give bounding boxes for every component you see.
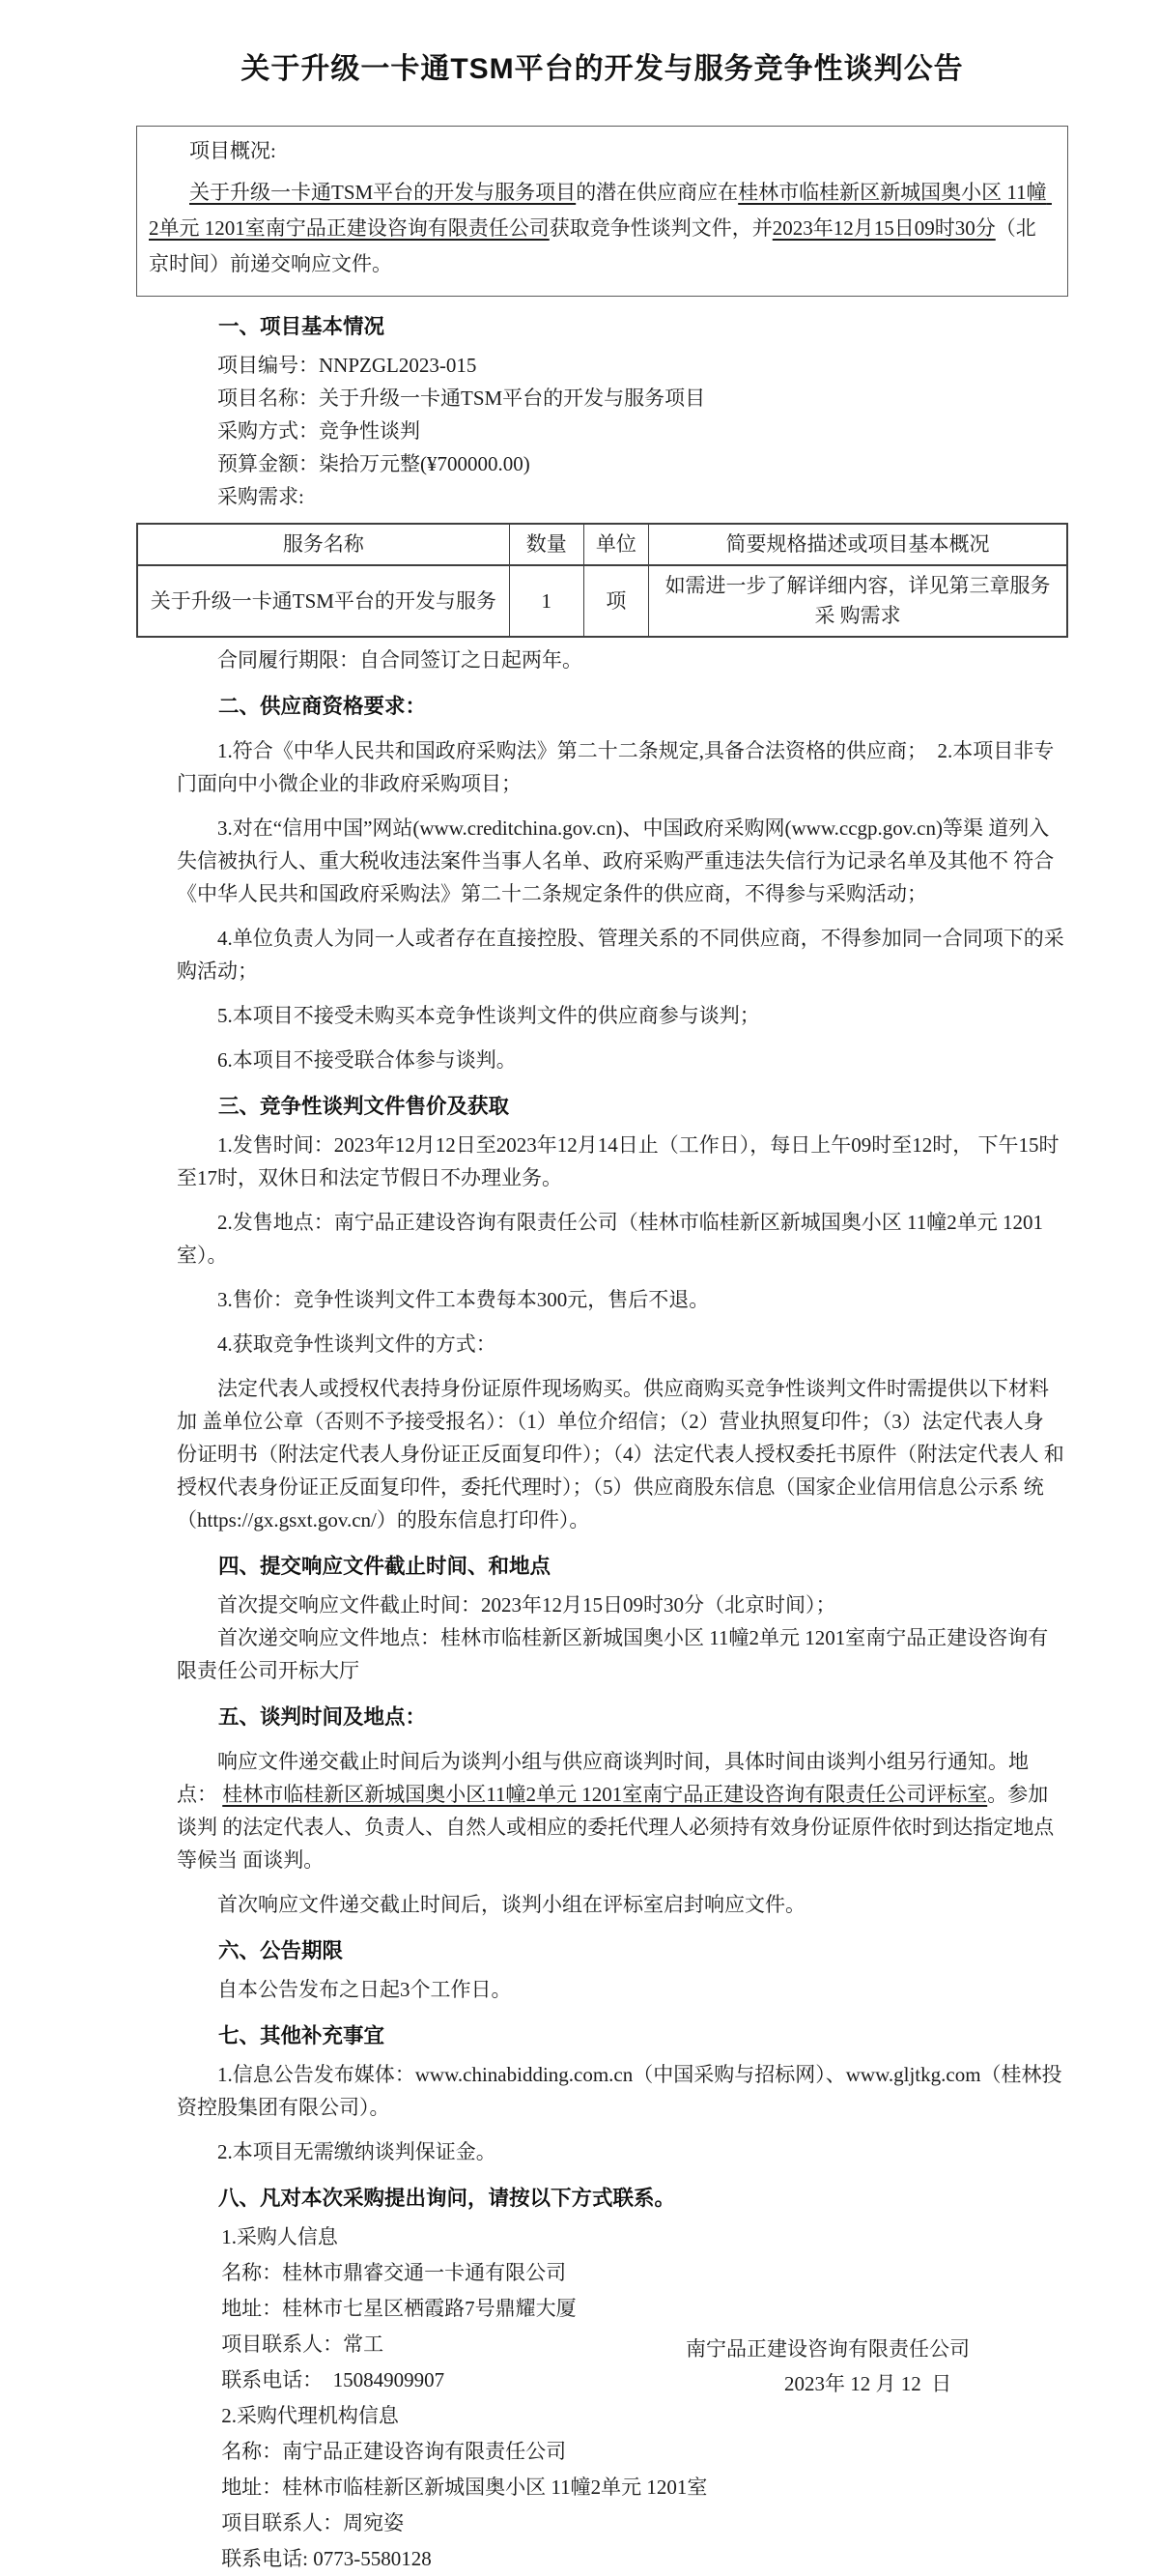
qualification-item-6: 6.本项目不接受联合体参与谈判。 bbox=[217, 1048, 517, 1072]
contract-term-line: 合同履行期限：自合同签订之日起两年。 bbox=[217, 648, 582, 672]
project-name-line: 项目名称：关于升级一卡通TSM平台的开发与服务项目 bbox=[217, 386, 706, 410]
section-qualification-heading: 二、供应商资格要求： bbox=[218, 695, 427, 718]
project-overview-box bbox=[136, 126, 1068, 297]
purchaser-phone-line: 联系电话： 15084909907 bbox=[221, 2368, 445, 2391]
agency-label: 2.采购代理机构信息 bbox=[221, 2404, 399, 2427]
period-content-line: 自本公告发布之日起3个工作日。 bbox=[217, 1978, 512, 2001]
table-header-row bbox=[137, 524, 1067, 565]
overview-location: 桂林市临桂新区新城国奥小区 11幢 2单元 1201室南宁品正建设咨询有限责任公司 bbox=[149, 181, 1052, 240]
submission-deadline-line: 首次提交响应文件截止时间：2023年12月15日09时30分（北京时间）； bbox=[217, 1593, 836, 1617]
purchaser-name-line: 名称：桂林市鼎睿交通一卡通有限公司 bbox=[221, 2261, 567, 2284]
sale-method-detail-paragraph: 法定代表人或授权代表持身份证原件现场购买。供应商购买竞争性谈判文件时需提供以下材料加 盖单位公章（否则不予接受报名）：（1）单位介绍信；（2）营业执照复印件；（3）法定代表人身 份证明书（附法定代表人身份证正反面复印件）；（4）法定代表人授权委托书原件（附法定代表人 和授权代表身份证正反面复印件，委托代理时）；（5）供应商股东信息（国家企业信用信息公示系 统（https://gx.gsxt.gov.cn/）的股东信息打印件）。 bbox=[177, 1377, 1064, 1531]
section-basic-info-heading: 一、项目基本情况 bbox=[218, 315, 385, 338]
negotiation-text-before: 响应文件递交截止时间后为谈判小组与供应商谈判时间，具体时间由谈判小组另行通知。地点： bbox=[177, 1750, 1029, 1806]
section-negotiation-heading: 五、谈判时间及地点： bbox=[218, 1705, 427, 1729]
sale-method-line: 4.获取竞争性谈判文件的方式： bbox=[217, 1332, 496, 1356]
overview-text: 的潜在供应商应在 bbox=[576, 181, 739, 204]
overview-paragraph bbox=[149, 175, 1056, 282]
table-row bbox=[137, 565, 1067, 637]
agency-phone-line: 联系电话: 0773-5580128 bbox=[221, 2547, 432, 2570]
procurement-requirements-table bbox=[136, 523, 1068, 638]
page-title: 关于升级一卡通TSM平台的开发与服务竞争性谈判公告 bbox=[240, 53, 964, 85]
section-document-sale-heading: 三、竞争性谈判文件售价及获取 bbox=[218, 1095, 510, 1118]
overview-project-name: 关于升级一卡通TSM平台的开发与服务项目 bbox=[189, 181, 577, 204]
overview-label: 项目概况: bbox=[189, 139, 276, 162]
submission-place-line: 首次递交响应文件地点：桂林市临桂新区新城国奥小区 11幢2单元 1201室南宁品正建设咨询有限责任公司开标大厅 bbox=[177, 1626, 1049, 1682]
header-quantity: 数量 bbox=[509, 524, 583, 565]
supplement-media-line: 1.信息公告发布媒体：www.chinabidding.com.cn（中国采购与招标网）、www.gljtkg.com（桂林投资控股集团有限公司）。 bbox=[177, 2063, 1062, 2119]
cell-service-name: 关于升级一卡通TSM平台的开发与服务 bbox=[137, 565, 509, 637]
sale-time-line: 1.发售时间：2023年12月12日至2023年12月14日止（工作日），每日上午09时至12时， 下午15时至17时，双休日和法定节假日不办理业务。 bbox=[177, 1133, 1060, 1189]
qualification-item-5: 5.本项目不接受未购买本竞争性谈判文件的供应商参与谈判； bbox=[217, 1004, 760, 1027]
section-submission-heading: 四、提交响应文件截止时间、和地点 bbox=[218, 1555, 551, 1578]
cell-quantity: 1 bbox=[509, 565, 583, 637]
sale-place-line: 2.发售地点：南宁品正建设咨询有限责任公司（桂林市临桂新区新城国奥小区 11幢2单元 1201室）。 bbox=[177, 1211, 1043, 1267]
negotiation-location: 桂林市临桂新区新城国奥小区11幢2单元 1201室南宁品正建设咨询有限责任公司评标室 bbox=[222, 1783, 988, 1806]
section-contact-heading: 八、凡对本次采购提出询问，请按以下方式联系。 bbox=[218, 2187, 676, 2210]
overview-tail: （北京时间）前递交响应文件。 bbox=[149, 216, 1036, 275]
signature-block bbox=[0, 2332, 1159, 2401]
purchase-method-line: 采购方式：竞争性谈判 bbox=[217, 419, 420, 443]
purchaser-person-line: 项目联系人：常工 bbox=[221, 2333, 384, 2356]
negotiation-paragraph bbox=[177, 1745, 1068, 1876]
supplement-deposit-line: 2.本项目无需缴纳谈判保证金。 bbox=[217, 2140, 496, 2163]
header-description: 简要规格描述或项目基本概况 bbox=[649, 524, 1067, 565]
overview-deadline: 2023年12月15日09时30分 bbox=[772, 216, 996, 240]
cell-description: 如需进一步了解详细内容，详见第三章服务 采 购需求 bbox=[649, 565, 1067, 637]
header-unit: 单位 bbox=[583, 524, 648, 565]
purchaser-address-line: 地址：桂林市七星区栖霞路7号鼎耀大厦 bbox=[221, 2297, 577, 2320]
section-period-heading: 六、公告期限 bbox=[218, 1939, 344, 1962]
negotiation-text-after: 。参加谈判 的法定代表人、负责人、自然人或相应的委托代理人必须持有效身份证原件依时到达指定地点等候当 面谈判。 bbox=[177, 1783, 1055, 1872]
budget-line: 预算金额：柒拾万元整(¥700000.00) bbox=[217, 452, 530, 475]
agency-person-line: 项目联系人：周宛姿 bbox=[221, 2511, 405, 2534]
agency-address-line: 地址：桂林市临桂新区新城国奥小区 11幢2单元 1201室 bbox=[221, 2476, 708, 2499]
sale-price-line: 3.售价：竞争性谈判文件工本费每本300元，售后不退。 bbox=[217, 1288, 710, 1311]
qualification-item-3: 3.对在“信用中国”网站(www.creditchina.gov.cn)、中国政府采购网(www.ccgp.gov.cn)等渠 道列入失信被执行人、重大税收违法案件当事人名单、政府采购严重违法失信行为记录名单及其他不 符合《中华人民共和国政府采购法》第二十二条规定条件的供应商，不得参与采购活动； bbox=[177, 816, 1055, 905]
agency-name-line: 名称：南宁品正建设咨询有限责任公司 bbox=[221, 2440, 567, 2463]
section-supplement-heading: 七、其他补充事宜 bbox=[218, 2024, 385, 2047]
demand-label-line: 采购需求: bbox=[217, 485, 304, 508]
footer-company: 南宁品正建设咨询有限责任公司 bbox=[686, 2337, 970, 2361]
header-service-name: 服务名称 bbox=[137, 524, 509, 565]
qualification-item-4: 4.单位负责人为同一人或者存在直接控股、管理关系的不同供应商，不得参加同一合同项下的采 购活动； bbox=[177, 927, 1069, 983]
cell-unit: 项 bbox=[583, 565, 648, 637]
footer-date: 2023年 12 月 12 日 bbox=[784, 2372, 952, 2395]
overview-text-2: 获取竞争性谈判文件，并 bbox=[549, 216, 773, 240]
project-number-line: 项目编号：NNPZGL2023-015 bbox=[217, 354, 477, 377]
unseal-note-line: 首次响应文件递交截止时间后，谈判小组在评标室启封响应文件。 bbox=[217, 1893, 806, 1916]
qualification-item-1-2: 1.符合《中华人民共和国政府采购法》第二十二条规定,具备合法资格的供应商； 2.本项目非专门面向中小微企业的非政府采购项目； bbox=[177, 739, 1055, 795]
purchaser-label: 1.采购人信息 bbox=[221, 2225, 338, 2248]
